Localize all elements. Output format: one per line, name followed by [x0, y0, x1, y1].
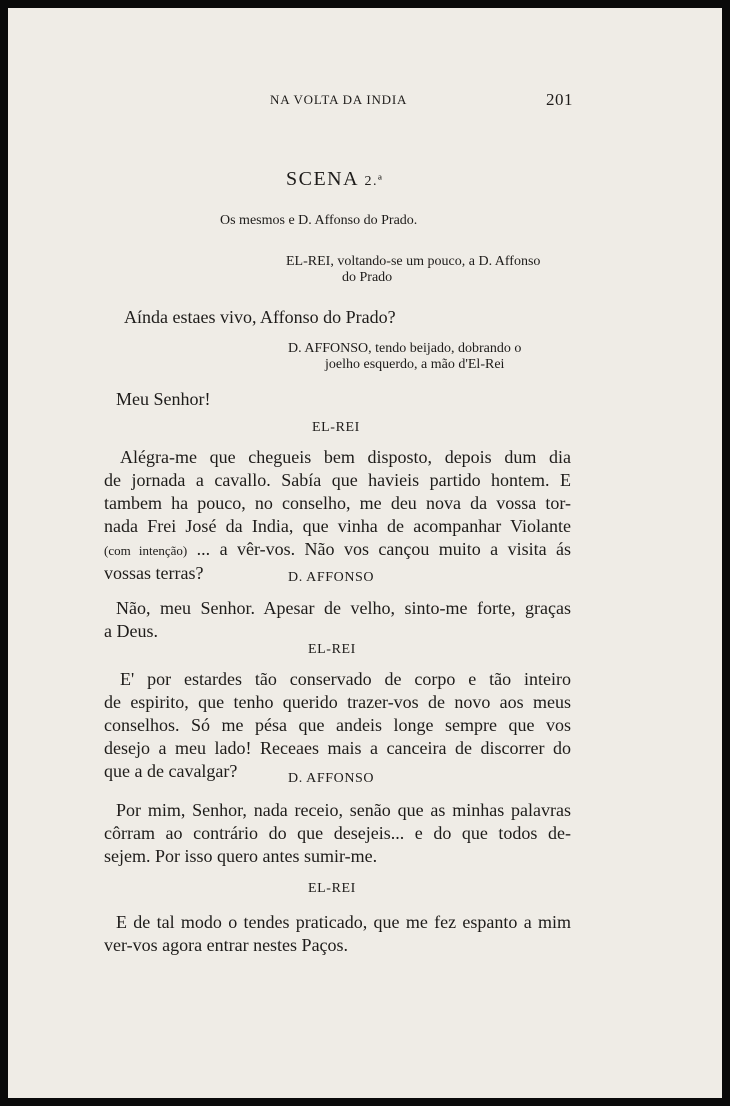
scene-heading: [286, 168, 383, 191]
stage-direction: D. AFFONSO, tendo beijado, dobrando o: [288, 341, 522, 356]
dialogue-paragraph: [104, 446, 571, 585]
stage-direction: joelho esquerdo, a mão d'El-Rei: [325, 357, 505, 372]
speaker-name: EL-REI: [308, 881, 356, 896]
stage-direction: EL-REI, voltando-se um pouco, a D. Affonso: [286, 254, 541, 269]
text-line: E' por estardes tão conservado de corpo e tão inteiro: [120, 669, 571, 689]
text-line: que a de cavalgar?: [104, 761, 238, 781]
dialogue-line: Meu Senhor!: [116, 389, 211, 409]
text-line: vossas terras?: [104, 563, 204, 583]
speaker-name: D. AFFONSO: [288, 570, 375, 585]
stage-aside: (com intenção): [104, 543, 188, 558]
book-page: [8, 8, 722, 1098]
dialogue-paragraph: [104, 668, 571, 783]
text-line: desejo a meu lado! Receaes mais a canceira de discorrer do: [104, 738, 571, 758]
speaker-name: EL-REI: [312, 420, 360, 435]
dialogue-paragraph: [104, 597, 571, 643]
speaker-name: D. AFFONSO: [288, 771, 375, 786]
text-line: E de tal modo o tendes praticado, que me fez espanto a mim: [116, 912, 571, 932]
text-line: Não, meu Senhor. Apesar de velho, sinto-me forte, graças: [116, 598, 571, 618]
dialogue-paragraph: [104, 911, 571, 957]
scene-title: SCENA: [286, 168, 358, 190]
scene-characters: Os mesmos e D. Affonso do Prado.: [220, 213, 418, 228]
text-line: [104, 538, 571, 562]
text-line: de jornada a cavallo. Sabía que havieis partido hontem. E: [104, 470, 571, 490]
text-line: Alégra-me que chegueis bem disposto, depois dum dia: [120, 447, 571, 467]
page-number: 201: [546, 90, 573, 109]
stage-direction: do Prado: [342, 270, 393, 285]
text-line: nada Frei José da India, que vinha de acompanhar Violante: [104, 516, 571, 536]
text-line: côrram ao contrário do que desejeis... e do que todos de-: [104, 823, 571, 843]
text-line: Por mim, Senhor, nada receio, senão que as minhas palavras: [116, 800, 571, 820]
scene-ordinal: 2.ª: [364, 174, 384, 189]
text-line: ver-vos agora entrar nestes Paços.: [104, 935, 349, 955]
text-line: sejem. Por isso quero antes sumir-me.: [104, 846, 378, 866]
dialogue-line: Aínda estaes vivo, Affonso do Prado?: [124, 307, 396, 327]
running-header: NA VOLTA DA INDIA: [270, 92, 408, 107]
text-line: de espirito, que tenho querido trazer-vos de novo aos meus: [104, 692, 571, 712]
text-line: tambem ha pouco, no conselho, me deu nova da vossa tor-: [104, 493, 571, 513]
dialogue-paragraph: [104, 799, 571, 868]
text-line: conselhos. Só me pésa que andeis longe sempre que vos: [104, 715, 571, 735]
speaker-name: EL-REI: [308, 642, 356, 657]
text-line: a Deus.: [104, 621, 158, 641]
text-fragment: ... a vêr-vos. Não vos cançou muito a visita ás: [196, 539, 571, 559]
